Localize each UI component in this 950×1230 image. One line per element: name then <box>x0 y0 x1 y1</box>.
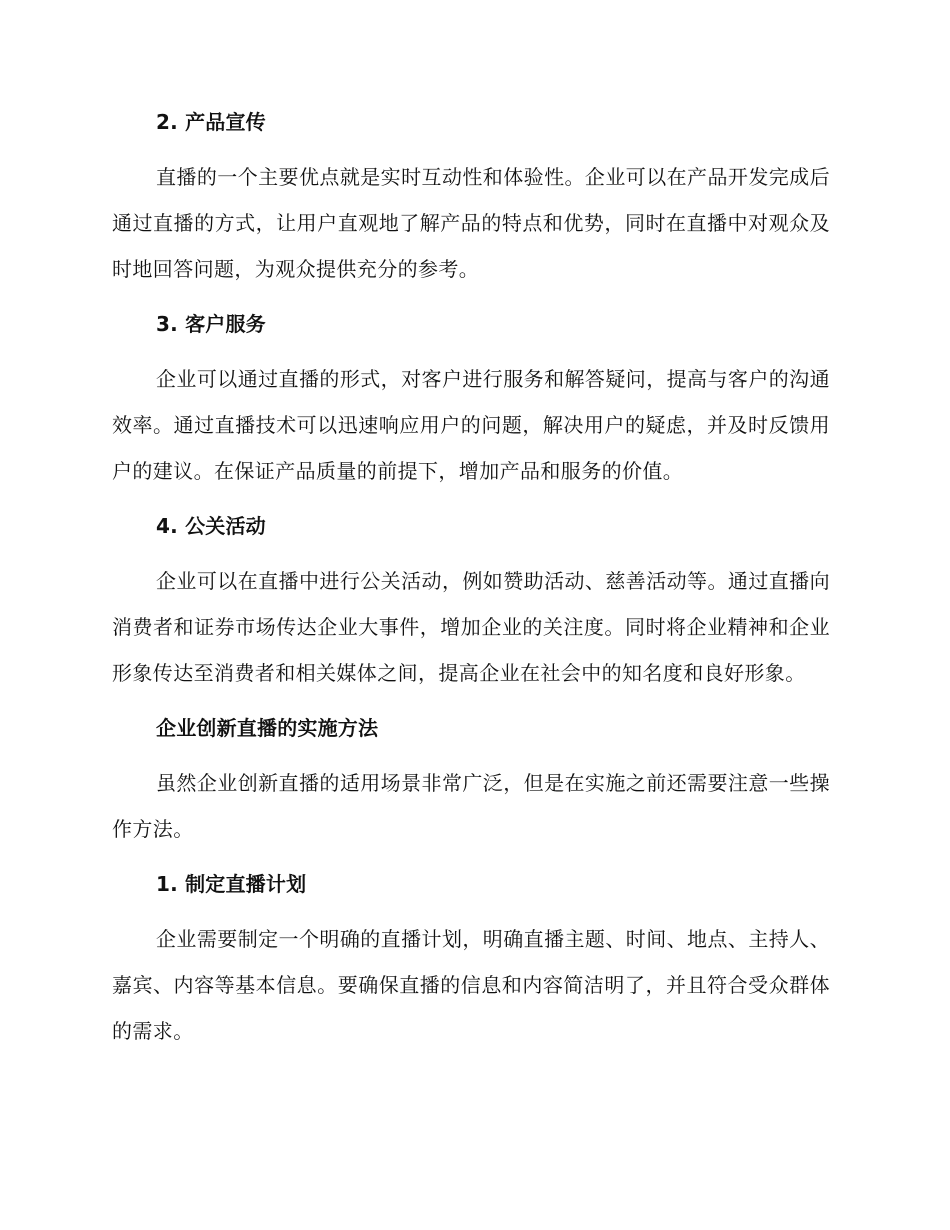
section-heading-implementation-methods: 企业创新直播的实施方法 <box>156 716 379 740</box>
section-paragraph-implementation-methods: 虽然企业创新直播的适用场景非常广泛，但是在实施之前还需要注意一些操作方法。 <box>112 771 830 841</box>
section-paragraph-product-promotion: 直播的一个主要优点就是实时互动性和体验性。企业可以在产品开发完成后通过直播的方式，让用户直观地了解产品的特点和优势，同时在直播中对观众及时地回答问题，为观众提供充分的参考。 <box>112 165 830 281</box>
section-paragraph-public-relations: 企业可以在直播中进行公关活动，例如赞助活动、慈善活动等。通过直播向消费者和证券市场传达企业大事件，增加企业的关注度。同时将企业精神和企业形象传达至消费者和相关媒体之间，提高企业在社会中的知名度和良好形象。 <box>112 569 830 685</box>
section-paragraph-live-plan: 企业需要制定一个明确的直播计划，明确直播主题、时间、地点、主持人、嘉宾、内容等基本信息。要确保直播的信息和内容简洁明了，并且符合受众群体的需求。 <box>112 927 830 1043</box>
section-paragraph-customer-service: 企业可以通过直播的形式，对客户进行服务和解答疑问，提高与客户的沟通效率。通过直播技术可以迅速响应用户的问题，解决用户的疑虑，并及时反馈用户的建议。在保证产品质量的前提下，增加产品和服务的价值。 <box>112 367 830 483</box>
section-heading-live-plan: 1. 制定直播计划 <box>156 872 307 896</box>
section-heading-public-relations: 4. 公关活动 <box>156 514 266 538</box>
section-heading-customer-service: 3. 客户服务 <box>156 312 266 336</box>
section-heading-product-promotion: 2. 产品宣传 <box>156 110 266 134</box>
document-page <box>112 108 830 1054</box>
